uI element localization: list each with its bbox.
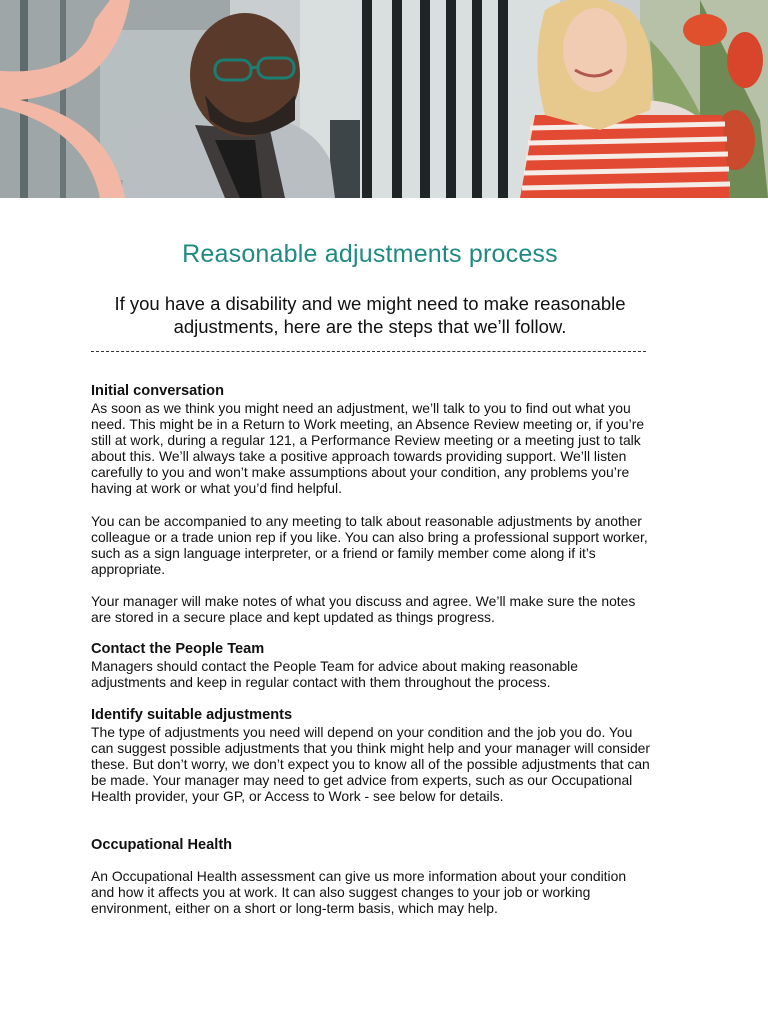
paragraph: Managers should contact the People Team for advice about making reasonable adjustments and keep in regular contact with them throughout the process.: [91, 658, 578, 691]
section-contact-people-team: [91, 641, 651, 690]
header-photo-illustration: [0, 0, 768, 198]
paragraph: The type of adjustments you need will depend on your condition and the job you do. You can suggest possible adjustments that you think might help and your manager will consider these. But don’t worry, we don’t expect you to know all of the possible adjustments that can be made. Your manager may need to get advice from experts, such as our Occupational Health provider, your GP, or Access to Work - see below for details.: [91, 724, 651, 805]
paragraph: As soon as we think you might need an adjustment, we’ll talk to you to find out what you need. This might be in a Return to Work meeting, an Absence Review meeting or, if you’re still at work, during a regular 121, a Performance Review meeting or a meeting just to talk about this. We’ll always take a positive approach towards providing support. We’ll listen carefully to you and won’t make assumptions about your condition, any problems you’re having at work or what you’d find helpful.: [91, 400, 645, 497]
header-photo: [0, 0, 768, 198]
section-heading: Initial conversation: [91, 383, 224, 399]
section-heading: Occupational Health: [91, 837, 233, 853]
page-title: Reasonable adjustments process: [182, 240, 558, 268]
paragraph: Your manager will make notes of what you discuss and agree. We’ll make sure the notes are stored in a secure place and kept updated as things progress.: [91, 592, 636, 626]
paragraph: You can be accompanied to any meeting to talk about reasonable adjustments by another colleague or a trade union rep if you like. You can also bring a professional support worker, such as a sign language interpreter, or a friend or family member come along if it’s appropriate.: [91, 512, 648, 577]
section-heading: Identify suitable adjustments: [91, 707, 293, 723]
section-occupational-health: [91, 837, 651, 916]
page-subtitle: If you have a disability and we might need to make reasonable adjustments, here are the steps that we’ll follow.: [114, 293, 626, 337]
dashed-divider: [91, 351, 646, 352]
section-heading: Contact the People Team: [91, 641, 265, 657]
section-initial-conversation: [91, 383, 651, 625]
paragraph: An Occupational Health assessment can give us more information about your condition and how it affects you at work. It can also suggest changes to your job or working environment, either on a short or long-term basis, which may help.: [91, 868, 627, 917]
section-identify-adjustments: [91, 707, 651, 804]
